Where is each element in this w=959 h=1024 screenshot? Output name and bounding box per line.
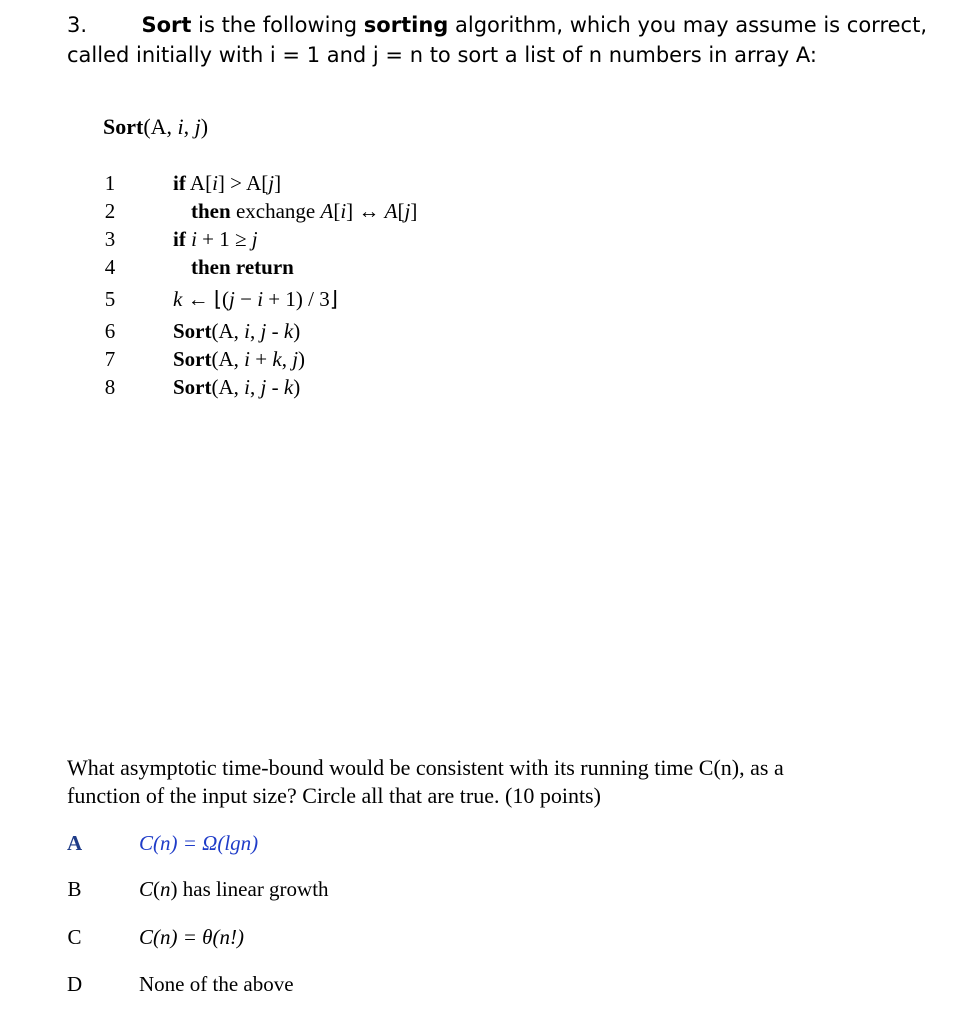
- line-number: 7: [104, 347, 116, 371]
- question-header: [67, 10, 927, 70]
- option-letter: B: [67, 877, 82, 901]
- option-letter: C: [67, 925, 82, 949]
- algorithm-name: Sort: [141, 13, 192, 37]
- prompt-line-2: function of the input size? Circle all that are true. (10 points): [67, 783, 601, 808]
- question-prompt: [67, 754, 927, 810]
- option-text: C(n) = θ(n!): [139, 925, 244, 949]
- option-text: None of the above: [139, 972, 294, 996]
- question-number: 3.: [67, 13, 88, 37]
- code-statement: Sort(A, i, j - k): [173, 375, 301, 399]
- code-statement: then exchange A[i] ↔ A[j]: [191, 199, 418, 223]
- question-line-1: [67, 10, 927, 40]
- code-statement: k ← ⌊(j − i + 1) / 3⌋: [173, 287, 338, 311]
- option-letter: D: [67, 972, 83, 996]
- line-number: 5: [104, 287, 116, 311]
- prompt-line-1: What asymptotic time-bound would be consistent with its running time C(n), as a: [67, 755, 784, 780]
- line-number: 4: [104, 255, 116, 279]
- line-number: 3: [104, 227, 116, 251]
- code-statement: if i + 1 ≥ j: [173, 227, 258, 251]
- question-intro: Sort is the following sorting algorithm, which you may assume is correct,: [141, 13, 927, 37]
- code-statement: Sort(A, i, j - k): [173, 319, 301, 343]
- line-number: 2: [104, 199, 116, 223]
- procedure-title: Sort(A, i, j): [103, 114, 209, 139]
- code-statement: then return: [191, 255, 294, 279]
- code-statement: if A[i] > A[j]: [173, 171, 282, 195]
- option-c[interactable]: [67, 922, 244, 952]
- option-a[interactable]: [67, 828, 259, 858]
- option-letter: A: [67, 831, 83, 855]
- code-statement: Sort(A, i + k, j): [173, 347, 306, 371]
- line-number: 1: [104, 171, 116, 195]
- line-number: 6: [104, 319, 116, 343]
- question-line-2: called initially with i = 1 and j = n to sort a list of n numbers in array A:: [67, 43, 817, 67]
- option-text: C(n) = Ω(lgn): [139, 831, 259, 855]
- option-b[interactable]: [67, 874, 329, 904]
- line-number: 8: [104, 375, 116, 399]
- option-text: C(n) has linear growth: [139, 877, 329, 901]
- option-d[interactable]: [67, 969, 294, 999]
- sorting-keyword: sorting: [363, 13, 449, 37]
